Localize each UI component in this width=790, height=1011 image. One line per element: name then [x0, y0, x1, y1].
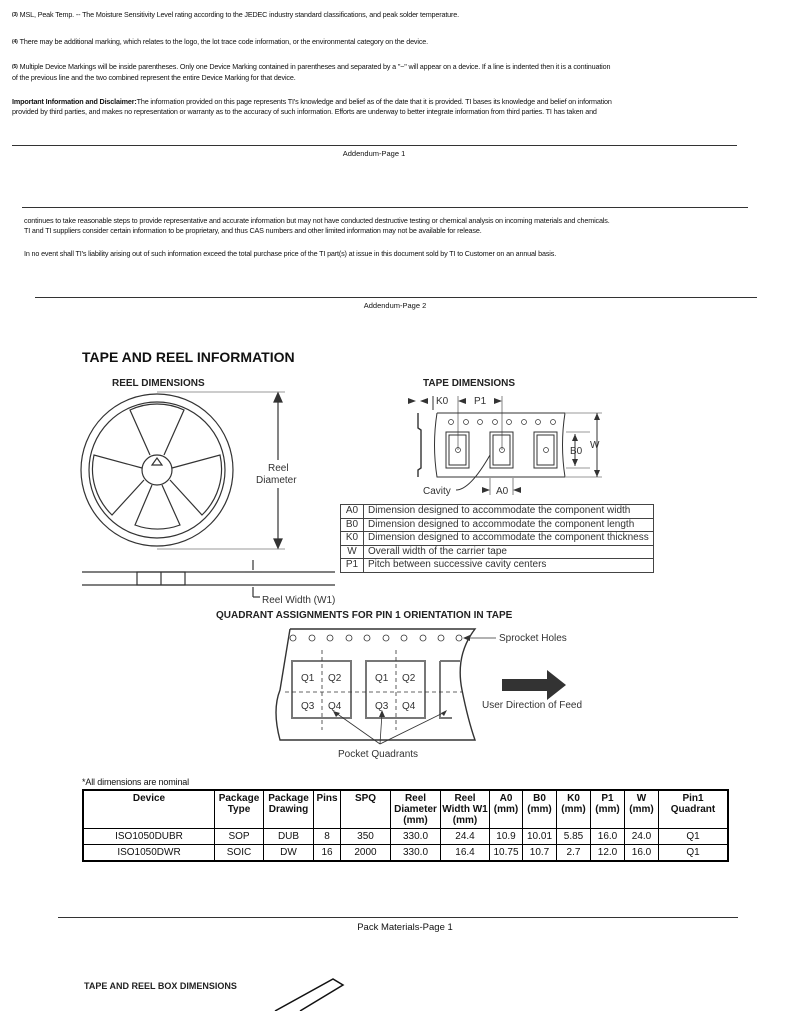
table-cell: 2.7 — [557, 845, 591, 862]
quadrant-label: Q2 — [402, 673, 416, 684]
legend-desc: Pitch between successive cavity centers — [364, 559, 654, 573]
table-cell: 16.4 — [441, 845, 490, 862]
section-title: TAPE AND REEL INFORMATION — [82, 349, 295, 365]
column-header: Pins — [314, 790, 341, 829]
legend-code: B0 — [341, 518, 364, 532]
column-header: A0 (mm) — [490, 790, 523, 829]
disclaimer-text: The information provided on this page represents TI's knowledge and belief as of the date that it is provided. TI bases its knowledge and belief on information — [136, 97, 612, 106]
table-cell: DW — [264, 845, 314, 862]
column-header: B0 (mm) — [523, 790, 557, 829]
table-cell: 10.7 — [523, 845, 557, 862]
footnote-text: MSL, Peak Temp. -- The Moisture Sensitivity Level rating according to the JEDEC industry standard classifications, and peak solder temperature. — [19, 10, 459, 19]
quadrant-label: Q2 — [328, 673, 342, 684]
legend-desc: Dimension designed to accommodate the component thickness — [364, 532, 654, 546]
table-cell: 16.0 — [591, 829, 625, 845]
legend-code: A0 — [341, 505, 364, 519]
table-cell: 10.9 — [490, 829, 523, 845]
table-cell: SOIC — [215, 845, 264, 862]
footnote-text: Multiple Device Markings will be inside parentheses. Only one Device Marking contained in parentheses and separated by a "~" will appear on a device. If a line is indented then it is a continuation — [19, 62, 611, 71]
legend-desc: Dimension designed to accommodate the component length — [364, 518, 654, 532]
column-header: Package Drawing — [264, 790, 314, 829]
legend-desc: Dimension designed to accommodate the component width — [364, 505, 654, 519]
footnote-number: (4) — [12, 39, 18, 45]
pocket-quadrants-label: Pocket Quadrants — [338, 749, 419, 760]
table-cell: Q1 — [659, 845, 729, 862]
page-label: Addendum-Page 2 — [363, 301, 427, 310]
disclaimer-line: provided by third parties, and makes no representation or warranty as to the accuracy of such information. Efforts are underway to better integrate information from third parties. TI has taken and — [12, 107, 597, 116]
p1-label: P1 — [474, 396, 487, 407]
table-cell: 8 — [314, 829, 341, 845]
page-label: Pack Materials-Page 1 — [357, 922, 453, 933]
cavity-label: Cavity — [423, 486, 451, 497]
table-cell: 24.0 — [625, 829, 659, 845]
table-cell: 2000 — [341, 845, 391, 862]
footnote-number: (5) — [12, 64, 18, 70]
reel-dimensions-heading: REEL DIMENSIONS — [112, 378, 205, 389]
column-header: W (mm) — [625, 790, 659, 829]
a0-label: A0 — [496, 486, 509, 497]
table-cell: 350 — [341, 829, 391, 845]
w-label: W — [590, 440, 600, 451]
column-header: Pin1 Quadrant — [659, 790, 729, 829]
dimensions-note: *All dimensions are nominal — [82, 777, 190, 787]
reel-width-label: Reel Width (W1) — [262, 595, 336, 606]
quadrant-label: Q1 — [375, 673, 389, 684]
table-cell: SOP — [215, 829, 264, 845]
reel-diameter-label: Reel — [268, 463, 289, 474]
disclaimer-line: continues to take reasonable steps to provide representative and accurate information but may not have conducted destructive testing or chemical analysis on incoming materials and chemicals. — [24, 216, 610, 225]
footnote-number: (3) — [12, 12, 18, 18]
page-label: Addendum-Page 1 — [342, 149, 406, 158]
feed-direction-label: User Direction of Feed — [482, 700, 583, 711]
quadrant-label: Q1 — [301, 673, 315, 684]
legend-code: P1 — [341, 559, 364, 573]
table-cell: Q1 — [659, 829, 729, 845]
table-cell: 5.85 — [557, 829, 591, 845]
column-header: Device — [83, 790, 215, 829]
footnote-5-cont: of the previous line and the two combined represent the entire Device Marking for that device. — [12, 73, 296, 82]
quadrant-label: Q4 — [328, 701, 342, 712]
table-cell: 10.01 — [523, 829, 557, 845]
disclaimer-line: TI and TI suppliers consider certain information to be proprietary, and thus CAS numbers and other limited information may not be available for release. — [24, 226, 482, 235]
quadrant-label: Q4 — [402, 701, 416, 712]
table-cell: ISO1050DUBR — [83, 829, 215, 845]
table-cell: 10.75 — [490, 845, 523, 862]
table-cell: 330.0 — [391, 829, 441, 845]
quadrant-label: Q3 — [301, 701, 315, 712]
k0-label: K0 — [436, 396, 449, 407]
table-cell: ISO1050DWR — [83, 845, 215, 862]
quadrant-heading: QUADRANT ASSIGNMENTS FOR PIN 1 ORIENTATION IN TAPE — [216, 610, 513, 621]
disclaimer-label: Important Information and Disclaimer: — [12, 97, 137, 106]
column-header: K0 (mm) — [557, 790, 591, 829]
table-cell: 16.0 — [625, 845, 659, 862]
tape-dimensions-heading: TAPE DIMENSIONS — [423, 378, 516, 389]
b0-label: B0 — [570, 446, 583, 457]
footnote-text: There may be additional marking, which relates to the logo, the lot trace code information, or the environmental category on the device. — [19, 37, 428, 46]
quadrant-label: Q3 — [375, 701, 389, 712]
column-header: P1 (mm) — [591, 790, 625, 829]
column-header: Package Type — [215, 790, 264, 829]
box-dimensions-heading: TAPE AND REEL BOX DIMENSIONS — [84, 981, 237, 991]
reel-diameter-label: Diameter — [256, 475, 297, 486]
column-header: Reel Width W1 (mm) — [441, 790, 490, 829]
table-cell: 12.0 — [591, 845, 625, 862]
table-cell: 330.0 — [391, 845, 441, 862]
legend-code: W — [341, 545, 364, 559]
column-header: Reel Diameter (mm) — [391, 790, 441, 829]
table-cell: DUB — [264, 829, 314, 845]
legend-desc: Overall width of the carrier tape — [364, 545, 654, 559]
column-header: SPQ — [341, 790, 391, 829]
sprocket-holes-label: Sprocket Holes — [499, 633, 567, 644]
table-cell: 16 — [314, 845, 341, 862]
table-cell: 24.4 — [441, 829, 490, 845]
disclaimer-line: In no event shall TI's liability arising out of such information exceed the total purchase price of the TI part(s) at issue in this document sold by TI to Customer on an annual basis. — [24, 249, 557, 258]
legend-code: K0 — [341, 532, 364, 546]
